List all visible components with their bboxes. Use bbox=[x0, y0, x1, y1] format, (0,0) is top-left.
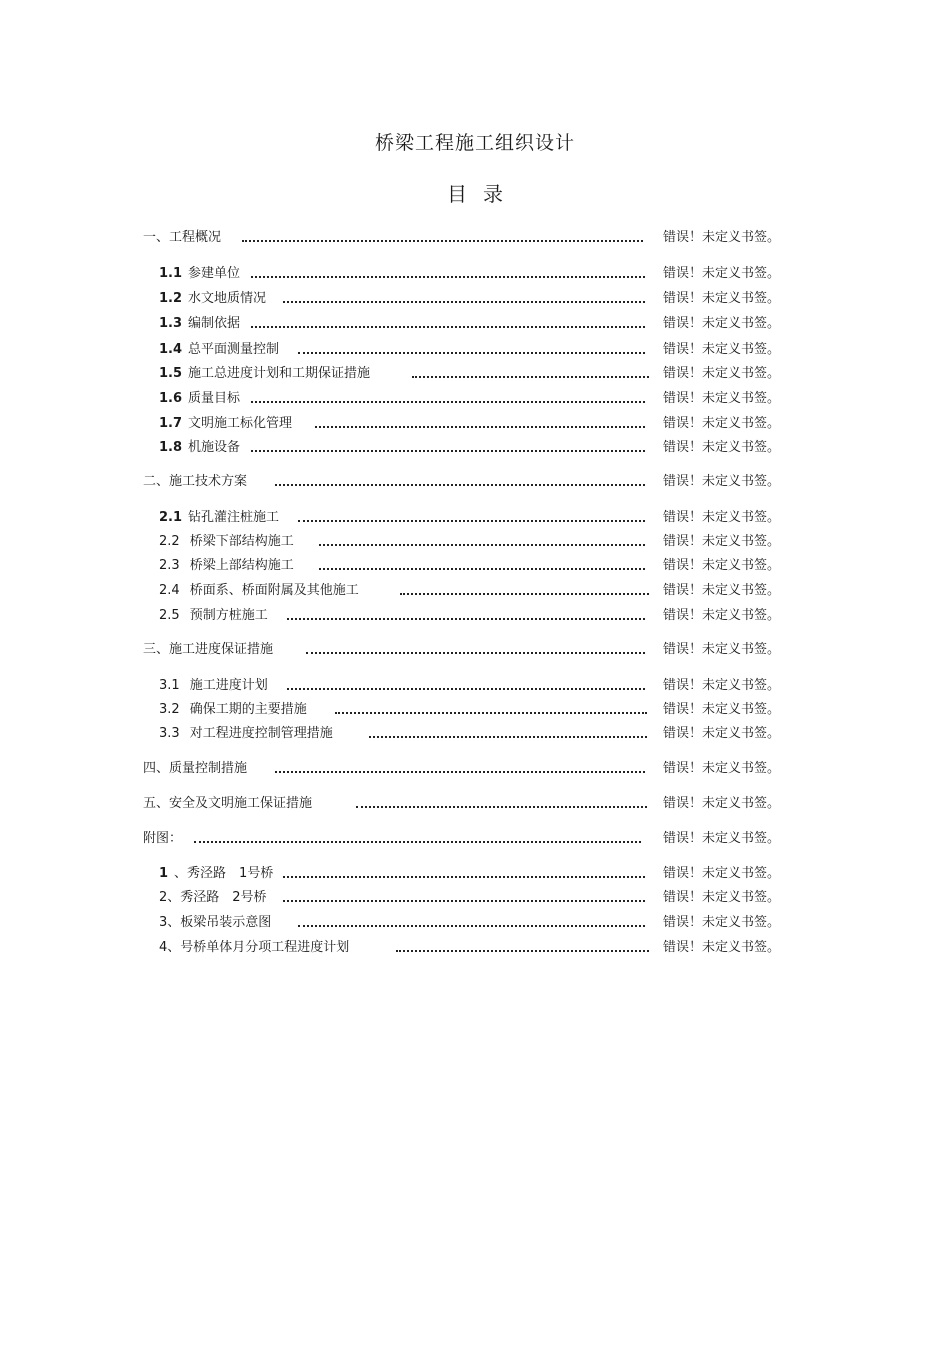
toc-entry-text: 桥梁下部结构施工 bbox=[189, 534, 294, 549]
toc-entry-text: 对工程进度控制管理措施 bbox=[189, 726, 333, 741]
toc-entry[interactable] bbox=[0, 795, 950, 813]
toc-leader-dots bbox=[242, 240, 643, 242]
toc-leader-dots bbox=[287, 618, 645, 620]
toc-entry-text: 3、板梁吊装示意图 bbox=[159, 915, 272, 930]
toc-leader-dots bbox=[356, 806, 647, 808]
toc-leader-dots bbox=[298, 925, 645, 927]
toc-entry-number: 1.7 bbox=[159, 416, 183, 431]
toc-entry[interactable] bbox=[0, 760, 950, 778]
toc-entry-text: 五、安全及文明施工保证措施 bbox=[143, 796, 313, 811]
toc-leader-dots bbox=[194, 841, 641, 843]
toc-leader-dots bbox=[298, 352, 645, 354]
toc-entry[interactable] bbox=[0, 701, 950, 719]
toc-leader-dots bbox=[400, 593, 649, 595]
document-title: 桥梁工程施工组织设计 bbox=[374, 132, 575, 154]
toc-page-reference: 错误！未定义书签。 bbox=[663, 890, 781, 905]
toc-entry-number: 2.4 bbox=[159, 583, 180, 598]
toc-entry-number: 2.5 bbox=[159, 608, 180, 623]
toc-entry-text: 文明施工标化管理 bbox=[188, 416, 293, 431]
toc-entry[interactable] bbox=[0, 557, 950, 575]
toc-entry[interactable] bbox=[0, 473, 950, 491]
toc-entry-label bbox=[159, 439, 240, 457]
toc-entry-label bbox=[159, 582, 359, 600]
toc-page-reference: 错误！未定义书签。 bbox=[663, 796, 781, 811]
toc-leader-dots bbox=[412, 376, 649, 378]
toc-entry[interactable] bbox=[0, 889, 950, 907]
toc-heading bbox=[0, 178, 950, 207]
toc-leader-dots bbox=[306, 652, 645, 654]
toc-entry[interactable] bbox=[0, 830, 950, 848]
toc-leader-dots bbox=[251, 450, 645, 452]
toc-page-reference: 错误！未定义书签。 bbox=[663, 726, 781, 741]
toc-entry-text: 确保工期的主要措施 bbox=[189, 702, 307, 717]
toc-entry-number: 1.2 bbox=[159, 291, 183, 306]
toc-heading-char: 目 bbox=[447, 182, 467, 206]
toc-page-reference: 错误！未定义书签。 bbox=[663, 534, 781, 549]
toc-entry-number: 1 bbox=[159, 866, 169, 881]
toc-entry-text: 施工进度计划 bbox=[189, 678, 268, 693]
toc-entry-label bbox=[159, 341, 279, 359]
toc-entry-label bbox=[159, 365, 370, 383]
toc-entry-label bbox=[159, 889, 267, 907]
toc-entry[interactable] bbox=[0, 939, 950, 957]
toc-leader-dots bbox=[283, 900, 645, 902]
toc-entry-label bbox=[159, 607, 268, 625]
toc-leader-dots bbox=[283, 876, 645, 878]
toc-entry-label bbox=[159, 939, 349, 957]
toc-entry[interactable] bbox=[0, 315, 950, 333]
toc-entry-label bbox=[143, 229, 221, 247]
toc-entry-label bbox=[143, 473, 247, 491]
toc-leader-dots bbox=[319, 568, 645, 570]
toc-entry[interactable] bbox=[0, 341, 950, 359]
toc-entry-text: 总平面测量控制 bbox=[188, 342, 280, 357]
toc-entry-text: 机施设备 bbox=[188, 440, 241, 455]
toc-page-reference: 错误！未定义书签。 bbox=[663, 831, 781, 846]
toc-page-reference: 错误！未定义书签。 bbox=[663, 366, 781, 381]
toc-entry[interactable] bbox=[0, 390, 950, 408]
toc-entry-text: 桥梁上部结构施工 bbox=[189, 558, 294, 573]
toc-entry[interactable] bbox=[0, 290, 950, 308]
toc-entry[interactable] bbox=[0, 365, 950, 383]
toc-entry[interactable] bbox=[0, 641, 950, 659]
toc-entry-number: 3.2 bbox=[159, 702, 180, 717]
toc-entry[interactable] bbox=[0, 725, 950, 743]
toc-entry[interactable] bbox=[0, 439, 950, 457]
toc-entry-label bbox=[143, 641, 273, 659]
toc-entry[interactable] bbox=[0, 415, 950, 433]
toc-page-reference: 错误！未定义书签。 bbox=[663, 416, 781, 431]
toc-entry[interactable] bbox=[0, 582, 950, 600]
toc-leader-dots bbox=[319, 544, 645, 546]
toc-entry-label bbox=[159, 865, 273, 883]
toc-leader-dots bbox=[251, 401, 645, 403]
toc-entry-label bbox=[143, 830, 182, 848]
toc-leader-dots bbox=[251, 276, 645, 278]
toc-entry-text: 4、号桥单体月分项工程进度计划 bbox=[159, 940, 350, 955]
toc-heading-char: 录 bbox=[483, 182, 503, 206]
toc-page-reference: 错误！未定义书签。 bbox=[663, 230, 781, 245]
toc-page-reference: 错误！未定义书签。 bbox=[663, 440, 781, 455]
toc-entry-number: 2.3 bbox=[159, 558, 180, 573]
toc-entry-text: 2、秀泾路 2号桥 bbox=[159, 890, 267, 905]
toc-entry-number: 1.8 bbox=[159, 440, 183, 455]
toc-page-reference: 错误！未定义书签。 bbox=[663, 642, 781, 657]
toc-entry-label bbox=[159, 315, 240, 333]
toc-page-reference: 错误！未定义书签。 bbox=[663, 915, 781, 930]
toc-entry-label bbox=[159, 390, 240, 408]
toc-page-reference: 错误！未定义书签。 bbox=[663, 266, 781, 281]
toc-entry-number: 3.1 bbox=[159, 678, 180, 693]
toc-page-reference: 错误！未定义书签。 bbox=[663, 510, 781, 525]
toc-entry-label bbox=[159, 415, 292, 433]
toc-page-reference: 错误！未定义书签。 bbox=[663, 866, 781, 881]
toc-entry-number: 2.2 bbox=[159, 534, 180, 549]
toc-entry-text: 四、质量控制措施 bbox=[143, 761, 248, 776]
toc-leader-dots bbox=[287, 688, 645, 690]
toc-entry-label bbox=[159, 677, 268, 695]
toc-page-reference: 错误！未定义书签。 bbox=[663, 316, 781, 331]
toc-entry[interactable] bbox=[0, 865, 950, 883]
toc-leader-dots bbox=[283, 301, 645, 303]
toc-page-reference: 错误！未定义书签。 bbox=[663, 702, 781, 717]
toc-entry-label bbox=[159, 290, 266, 308]
toc-entry-label bbox=[143, 795, 312, 813]
toc-leader-dots bbox=[298, 520, 645, 522]
toc-entry-number: 3.3 bbox=[159, 726, 180, 741]
toc-page-reference: 错误！未定义书签。 bbox=[663, 583, 781, 598]
toc-entry-label bbox=[159, 725, 333, 743]
toc-entry-text: 编制依据 bbox=[188, 316, 241, 331]
toc-entry-number: 1.6 bbox=[159, 391, 183, 406]
toc-entry[interactable] bbox=[0, 533, 950, 551]
toc-entry-label bbox=[159, 701, 307, 719]
toc-entry-text: 钻孔灌注桩施工 bbox=[188, 510, 280, 525]
toc-entry-label bbox=[159, 533, 294, 551]
toc-entry[interactable] bbox=[0, 607, 950, 625]
toc-entry-text: 参建单位 bbox=[188, 266, 241, 281]
toc-page-reference: 错误！未定义书签。 bbox=[663, 940, 781, 955]
toc-entry-number: 1.5 bbox=[159, 366, 183, 381]
toc-entry-label bbox=[143, 760, 247, 778]
toc-entry-text: 桥面系、桥面附属及其他施工 bbox=[189, 583, 359, 598]
toc-entry-text: 水文地质情况 bbox=[188, 291, 267, 306]
toc-entry-text: 质量目标 bbox=[188, 391, 241, 406]
toc-entry-label bbox=[159, 914, 271, 932]
toc-page-reference: 错误！未定义书签。 bbox=[663, 608, 781, 623]
toc-entry-text: 施工总进度计划和工期保证措施 bbox=[188, 366, 371, 381]
toc-entry-number: 2.1 bbox=[159, 510, 183, 525]
toc-entry-label bbox=[159, 509, 279, 527]
toc-entry-label bbox=[159, 265, 240, 283]
toc-entry-text: 一、工程概况 bbox=[143, 230, 222, 245]
toc-entry[interactable] bbox=[0, 229, 950, 247]
toc-entry-number: 1.3 bbox=[159, 316, 183, 331]
toc-entry-label bbox=[159, 557, 294, 575]
toc-entry-number: 1.4 bbox=[159, 342, 183, 357]
toc-leader-dots bbox=[335, 712, 647, 714]
toc-page-reference: 错误！未定义书签。 bbox=[663, 474, 781, 489]
toc-leader-dots bbox=[251, 326, 645, 328]
toc-entry-text: 三、施工进度保证措施 bbox=[143, 642, 274, 657]
toc-leader-dots bbox=[369, 736, 647, 738]
toc-page-reference: 错误！未定义书签。 bbox=[663, 761, 781, 776]
toc-page-reference: 错误！未定义书签。 bbox=[663, 391, 781, 406]
toc-leader-dots bbox=[315, 426, 645, 428]
toc-entry-number: 1.1 bbox=[159, 266, 183, 281]
toc-entry[interactable] bbox=[0, 914, 950, 932]
toc-leader-dots bbox=[275, 484, 645, 486]
toc-entry[interactable] bbox=[0, 677, 950, 695]
toc-page-reference: 错误！未定义书签。 bbox=[663, 678, 781, 693]
toc-leader-dots bbox=[275, 771, 645, 773]
toc-entry-text: 预制方桩施工 bbox=[189, 608, 268, 623]
toc-entry-text: 、秀泾路 1号桥 bbox=[174, 866, 274, 881]
toc-entry[interactable] bbox=[0, 509, 950, 527]
toc-page-reference: 错误！未定义书签。 bbox=[663, 291, 781, 306]
toc-entry-text: 二、施工技术方案 bbox=[143, 474, 248, 489]
toc-page-reference: 错误！未定义书签。 bbox=[663, 342, 781, 357]
toc-leader-dots bbox=[396, 950, 649, 952]
toc-entry-text: 附图： bbox=[143, 831, 183, 846]
toc-entry[interactable] bbox=[0, 265, 950, 283]
toc-page-reference: 错误！未定义书签。 bbox=[663, 558, 781, 573]
